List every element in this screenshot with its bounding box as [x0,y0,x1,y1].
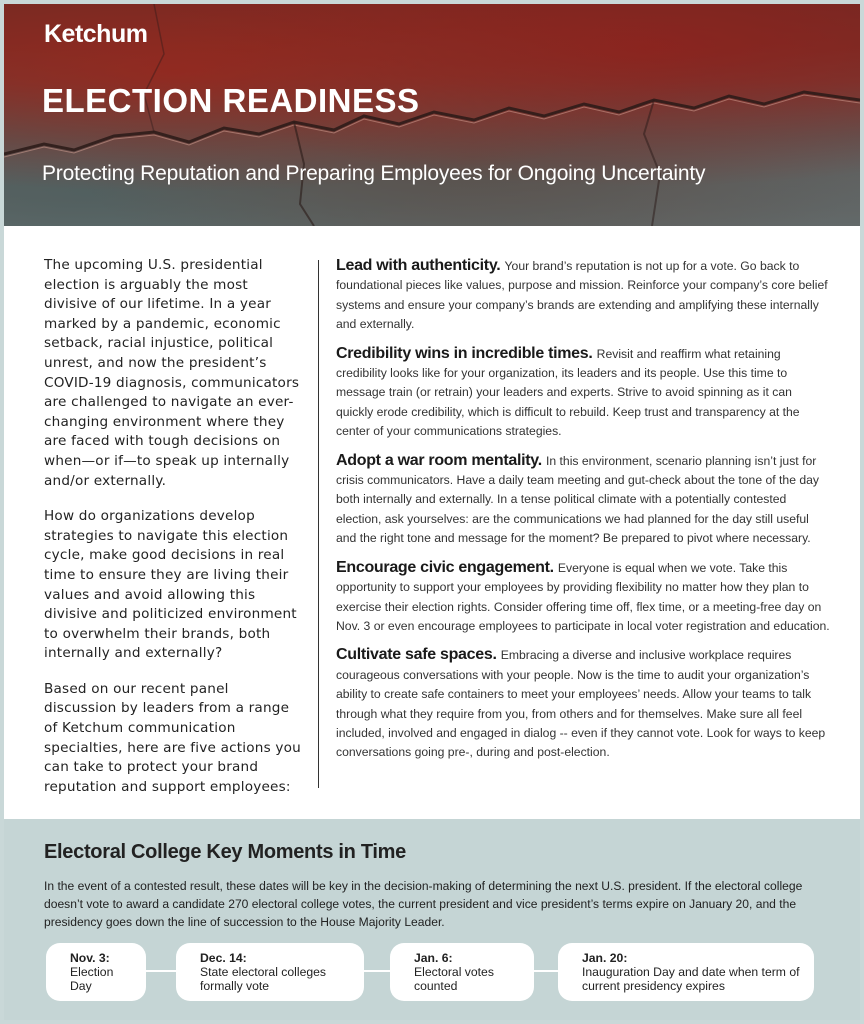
page-title: ELECTION READINESS [42,82,420,119]
timeline-moment [558,943,814,1001]
actions-column [336,256,832,772]
document-page [4,4,860,1020]
timeline-moment [176,943,364,1001]
moment-text: Inauguration Day and date when term of current presidency expires [582,965,800,993]
action-body: Revisit and reaffirm what retaining credibility looks like for your organization, its leaders and its people. Use this time to message train (or retrain) your leaders and experts. Strive to avoid spinning as it can quickly erode credibility, which is difficult to rebuild. Keep trust and transparency at the center of your communications strategies. [336,346,800,439]
timeline-moment [46,943,146,1001]
intro-paragraph: How do organizations develop strategies to navigate this election cycle, make good decisions in real time to ensure they are living their values and avoid allowing this divisive and politicized environment to overwhelm their brands, both internally and externally? [44,508,297,662]
action-item [336,558,832,637]
intro-column [44,256,302,813]
moment-date: Nov. 3: [70,951,110,965]
intro-paragraph: Based on our recent panel discussion by leaders from a range of Ketchum communication specialties, here are five actions you can take to protect your brand reputation and support employees: [44,680,301,795]
action-body: Your brand’s reputation is not up for a vote. Go back to foundational pieces like values, purpose and mission. Reinforce your company’s core belief systems and ensure your company’s brands are extending and amplifying these internally and externally. [336,259,828,332]
column-divider [318,260,319,788]
hero-banner [4,4,860,226]
action-body: Embracing a diverse and inclusive workplace requires courageous conversations with your people. Now is the time to audit your organization’s ability to create safe containers to meet your employees’ needs. Allow your teams to talk through what they require from you, from others and for themselves. Make sure all feel included, involved and engaged in dialog -- even if they cannot vote. Look for ways to keep conversations going pre-, during and post-election. [336,648,826,760]
action-heading: Encourage civic engagement. [336,558,558,576]
action-body: Everyone is equal when we vote. Take this opportunity to support your employees by providing flexibility no matter how they plan to exercise their election rights. Consider offering time off, flex time, or a meeting-free day on Nov. 3 or even encourage employees to participate in local voter registration and education. [336,560,830,633]
timeline-moment [390,943,534,1001]
action-item [336,451,832,549]
action-body: In this environment, scenario planning isn’t just for crisis communicators. Have a daily team meeting and gut-check about the tone of the day both internally and externally. In a tense political climate with a potentially contested election, ask yourselves: are the communications we had planned for the day still useful and the right tone and message for the moment? Be prepared to pivot where necessary. [336,453,820,546]
moment-text: State electoral colleges formally vote [200,965,327,993]
moment-text: Electoral votes counted [414,965,494,993]
action-heading: Lead with authenticity. [336,257,505,274]
section-intro: In the event of a contested result, these dates will be key in the decision-making of determining the next U.S. president. If the electoral college doesn’t vote to award a candidate 270 electoral college votes, the current president and vice president’s terms expire on January 20, and the presidency goes down the line of succession to the House Majority Leader. [44,879,803,929]
action-heading: Credibility wins in incredible times. [336,344,597,362]
electoral-college-section [4,819,860,1020]
page-subtitle: Protecting Reputation and Preparing Employees for Ongoing Uncertainty [42,162,706,185]
moment-date: Dec. 14: [200,951,247,965]
action-item [336,256,832,335]
moment-text: Election Day [70,965,114,993]
moment-date: Jan. 20: [582,951,628,965]
intro-paragraph: The upcoming U.S. presidential election is arguably the most divisive of our lifetime. In a year marked by a pandemic, economic setback, racial injustice, political unrest, and now the president’s COVID-19 diagnosis, communicators are challenged to navigate an ever-changing environment where they are faced with tough decisions on when—or if—to speak up internally and/or externally. [44,257,300,489]
section-title: Electoral College Key Moments in Time [44,841,406,863]
action-heading: Adopt a war room mentality. [336,451,546,469]
action-heading: Cultivate safe spaces. [336,646,501,664]
action-item [336,344,832,442]
action-item [336,645,832,762]
moment-date: Jan. 6: [414,951,453,965]
ketchum-logo: Ketchum [44,20,148,48]
